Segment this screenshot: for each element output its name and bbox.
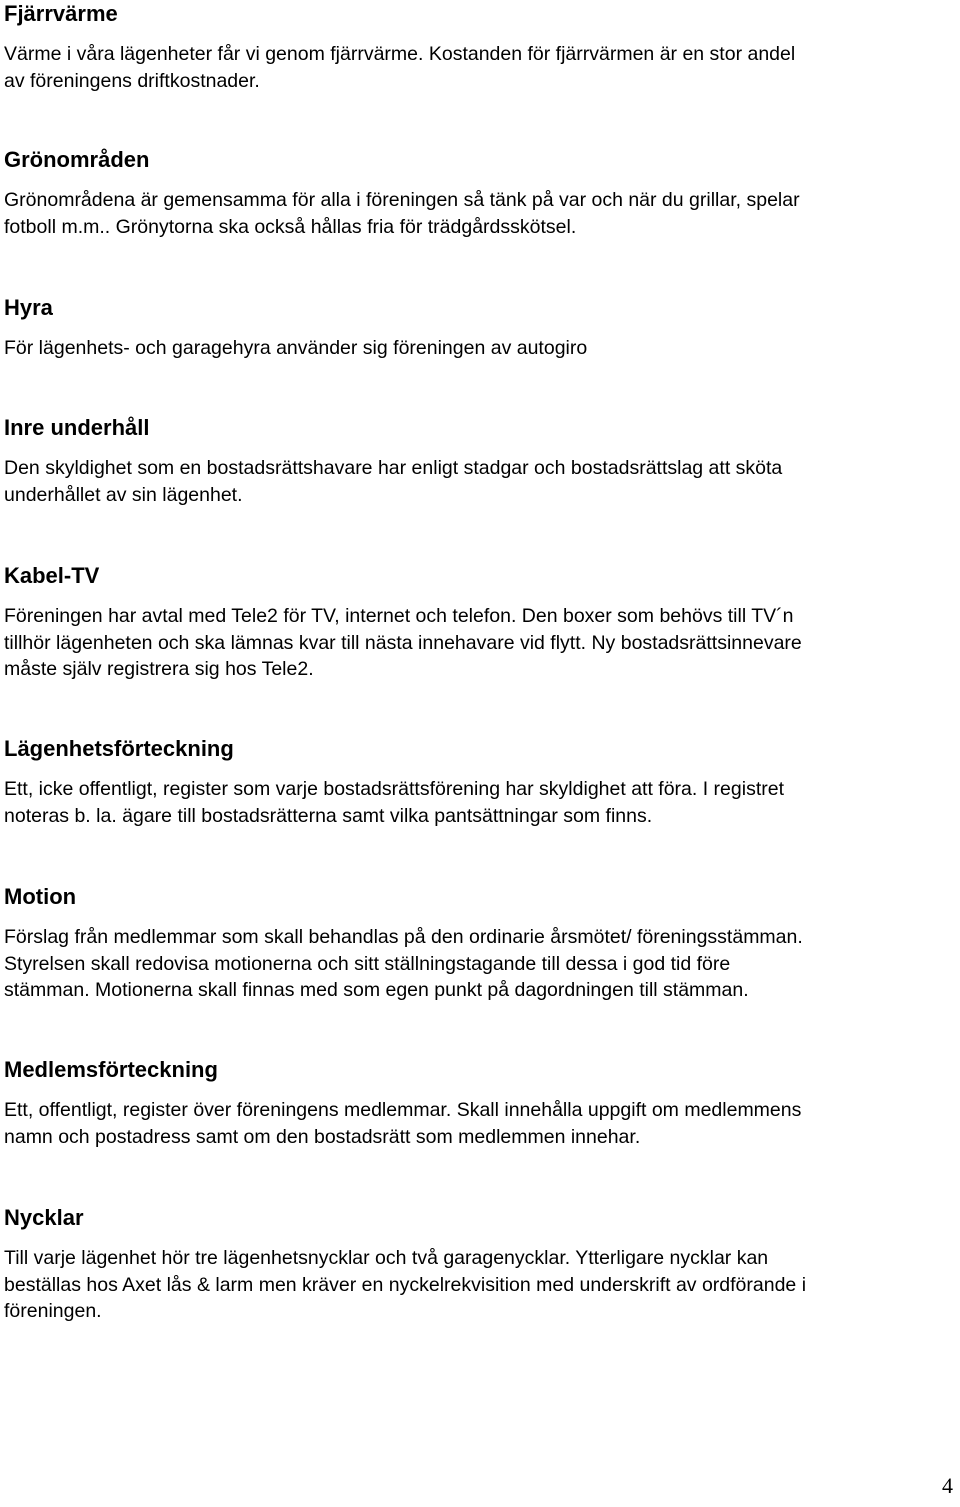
- heading-fjarrvarme: Fjärrvärme: [4, 1, 118, 26]
- page-number: 4: [942, 1473, 953, 1498]
- section-gronomraden: [4, 147, 956, 240]
- paragraph-line: noteras b. la. ägare till bostadsrätterna samt vilka pantsättningar som finns.: [4, 804, 653, 827]
- paragraph-line: Föreningen har avtal med Tele2 för TV, internet och telefon. Den boxer som behövs till TV´n: [4, 605, 794, 627]
- paragraph-line: namn och postadress samt om den bostadsrätt som medlemmen innehar.: [4, 1125, 641, 1148]
- paragraph-line: tillhör lägenheten och ska lämnas kvar till nästa innehavare vid flytt. Ny bostadsrättsinnevare: [4, 631, 802, 654]
- heading-medlemsforteckning: Medlemsförteckning: [4, 1057, 218, 1082]
- section-motion: [4, 884, 956, 1004]
- paragraph-line: Förslag från medlemmar som skall behandlas på den ordinarie årsmötet/ föreningsstämman.: [4, 926, 803, 948]
- heading-gronomraden: Grönområden: [4, 147, 150, 172]
- heading-hyra: Hyra: [4, 295, 53, 320]
- paragraph-line: måste själv registrera sig hos Tele2.: [4, 658, 314, 680]
- paragraph-line: beställas hos Axet lås & larm men kräver en nyckelrekvisition med underskrift av ordförande i: [4, 1273, 807, 1296]
- paragraph-line: Till varje lägenhet hör tre lägenhetsnycklar och två garagenycklar. Ytterligare nycklar kan: [4, 1247, 769, 1269]
- heading-motion: Motion: [4, 884, 77, 909]
- paragraph-line: Värme i våra lägenheter får vi genom fjärrvärme. Kostanden för fjärrvärmen är en stor andel: [4, 43, 796, 65]
- paragraph-line: Grönområdena är gemensamma för alla i föreningen så tänk på var och när du grillar, spelar: [4, 189, 800, 211]
- paragraph-line: Ett, icke offentligt, register som varje bostadsrättsförening har skyldighet att föra. I registret: [4, 778, 784, 800]
- paragraph-line: underhållet av sin lägenhet.: [4, 483, 243, 506]
- heading-inre-underhall: Inre underhåll: [4, 415, 150, 440]
- paragraph-line: Ett, offentligt, register över föreningens medlemmar. Skall innehålla uppgift om medlemmens: [4, 1099, 802, 1121]
- heading-kabel-tv: Kabel-TV: [4, 563, 100, 588]
- paragraph-line: Den skyldighet som en bostadsrättshavare har enligt stadgar och bostadsrättslag att sköta: [4, 457, 783, 479]
- paragraph-line: Styrelsen skall redovisa motionerna och sitt ställningstagande till dessa i god tid före: [4, 952, 731, 975]
- paragraph-line: av föreningens driftkostnader.: [4, 69, 260, 92]
- section-medlemsforteckning: [4, 1057, 956, 1150]
- paragraph-line: stämman. Motionerna skall finnas med som egen punkt på dagordningen till stämman.: [4, 979, 749, 1001]
- paragraph-line: fotboll m.m.. Grönytorna ska också hållas fria för trädgårdsskötsel.: [4, 215, 577, 238]
- heading-nycklar: Nycklar: [4, 1205, 84, 1230]
- section-lagenhetsforteckning: [4, 736, 956, 829]
- section-kabel-tv: [4, 563, 956, 683]
- section-fjarrvarme: [4, 1, 956, 94]
- section-hyra: [4, 295, 956, 362]
- section-nycklar: [4, 1205, 956, 1325]
- paragraph-line: För lägenhets- och garagehyra använder sig föreningen av autogiro: [4, 337, 588, 359]
- section-inre-underhall: [4, 415, 956, 508]
- paragraph-line: föreningen.: [4, 1300, 102, 1322]
- heading-lagenhetsforteckning: Lägenhetsförteckning: [4, 736, 234, 761]
